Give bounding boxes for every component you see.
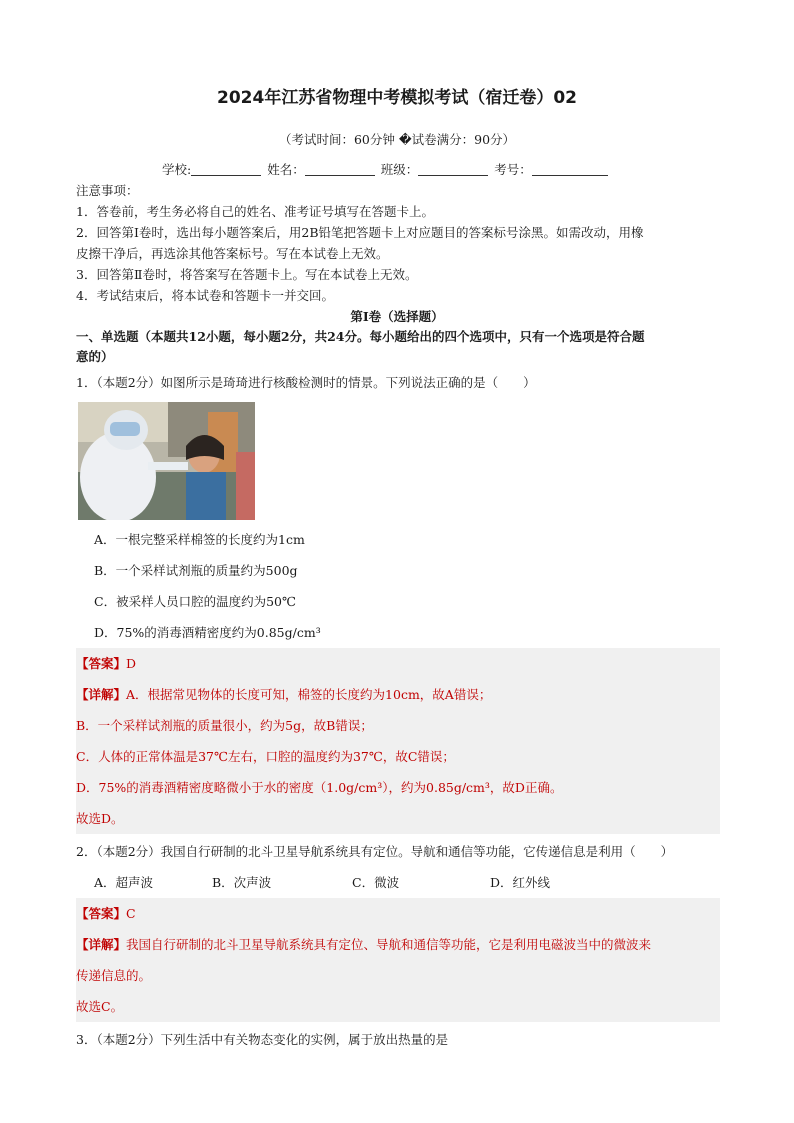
question-2-conclusion: 故选C。 xyxy=(76,999,124,1014)
detail-label: 【详解】 xyxy=(76,937,127,952)
notice-item: 1．答卷前，考生务必将自己的姓名、准考证号填写在答题卡上。 xyxy=(76,204,434,219)
answer-label: 【答案】 xyxy=(76,906,127,921)
question-1-detail-d: D．75%的消毒酒精密度略微小于水的密度（1.0g/cm³），约为0.85g/cm³，故D正确。 xyxy=(76,780,563,795)
question-2-option-d: D．红外线 xyxy=(490,875,551,890)
exam-subtitle: （考试时间：60分钟 �试卷满分：90分） xyxy=(278,132,516,147)
notice-item: 2．回答第Ⅰ卷时，选出每小题答案后，用2B铅笔把答题卡上对应题目的答案标号涂黑。如需改动，用橡 xyxy=(76,225,644,240)
question-1-detail-c: C．人体的正常体温是37℃左右，口腔的温度约为37℃，故C错误； xyxy=(76,749,455,764)
student-info-line xyxy=(162,160,610,180)
question-1-option-a: A．一根完整采样棉签的长度约为1cm xyxy=(94,532,305,547)
field-name-label: 姓名： xyxy=(267,162,305,177)
question-1-answer xyxy=(76,654,136,674)
part-instructions-cont: 意的） xyxy=(76,349,114,364)
question-2-detail-cont: 传递信息的。 xyxy=(76,968,152,983)
answer-label: 【答案】 xyxy=(76,656,127,671)
question-2-stem: 2．（本题2分）我国自行研制的北斗卫星导航系统具有定位。导航和通信等功能，它传递信息是利用（ ） xyxy=(76,844,674,859)
nucleic-acid-test-photo xyxy=(78,402,255,520)
notice-item: 皮擦干净后，再选涂其他答案标号。写在本试卷上无效。 xyxy=(76,246,389,261)
field-number-blank[interactable] xyxy=(532,161,608,176)
question-2-answer xyxy=(76,904,136,924)
question-2-option-b: B．次声波 xyxy=(212,875,272,890)
page-title: 2024年江苏省物理中考模拟考试（宿迁卷）02 xyxy=(217,88,577,108)
detail-text: 我国自行研制的北斗卫星导航系统具有定位、导航和通信等功能，它是利用电磁波当中的微波来 xyxy=(126,937,652,952)
detail-text: A．根据常见物体的长度可知，棉签的长度约为10cm，故A错误； xyxy=(126,687,492,702)
question-2-option-a: A．超声波 xyxy=(94,875,154,890)
question-1-conclusion: 故选D。 xyxy=(76,811,124,826)
question-1-stem: 1．（本题2分）如图所示是琦琦进行核酸检测时的情景。下列说法正确的是（ ） xyxy=(76,375,536,390)
field-class-label: 班级： xyxy=(380,162,419,177)
field-class-blank[interactable] xyxy=(418,161,488,176)
question-1-option-b: B．一个采样试剂瓶的质量约为500g xyxy=(94,563,298,578)
part-instructions: 一、单选题（本题共12小题，每小题2分，共24分。每小题给出的四个选项中，只有一个选项是符合题 xyxy=(76,329,645,344)
question-1-option-c: C．被采样人员口腔的温度约为50℃ xyxy=(94,594,296,609)
question-2-detail xyxy=(76,935,651,955)
detail-label: 【详解】 xyxy=(76,687,127,702)
section-heading: 第Ⅰ卷（选择题） xyxy=(350,309,444,324)
field-name-blank[interactable] xyxy=(305,161,375,176)
field-school-label: 学校: xyxy=(162,162,192,177)
notice-item: 4．考试结束后，将本试卷和答题卡一并交回。 xyxy=(76,288,334,303)
question-1-detail xyxy=(76,685,491,705)
notice-item: 3．回答第Ⅱ卷时，将答案写在答题卡上。写在本试卷上无效。 xyxy=(76,267,418,282)
question-3-stem: 3．（本题2分）下列生活中有关物态变化的实例，属于放出热量的是 xyxy=(76,1032,449,1047)
field-number-label: 考号： xyxy=(494,162,532,177)
answer-value: C xyxy=(126,906,136,921)
question-1-detail-b: B．一个采样试剂瓶的质量很小，约为5g，故B错误； xyxy=(76,718,373,733)
notice-heading: 注意事项： xyxy=(76,183,139,198)
answer-value: D xyxy=(126,656,137,671)
question-1-option-d: D．75%的消毒酒精密度约为0.85g/cm³ xyxy=(94,625,321,640)
question-2-option-c: C．微波 xyxy=(352,875,400,890)
field-school-blank[interactable] xyxy=(191,161,261,176)
question-1-answer-block xyxy=(76,648,720,834)
question-2-answer-block xyxy=(76,898,720,1022)
